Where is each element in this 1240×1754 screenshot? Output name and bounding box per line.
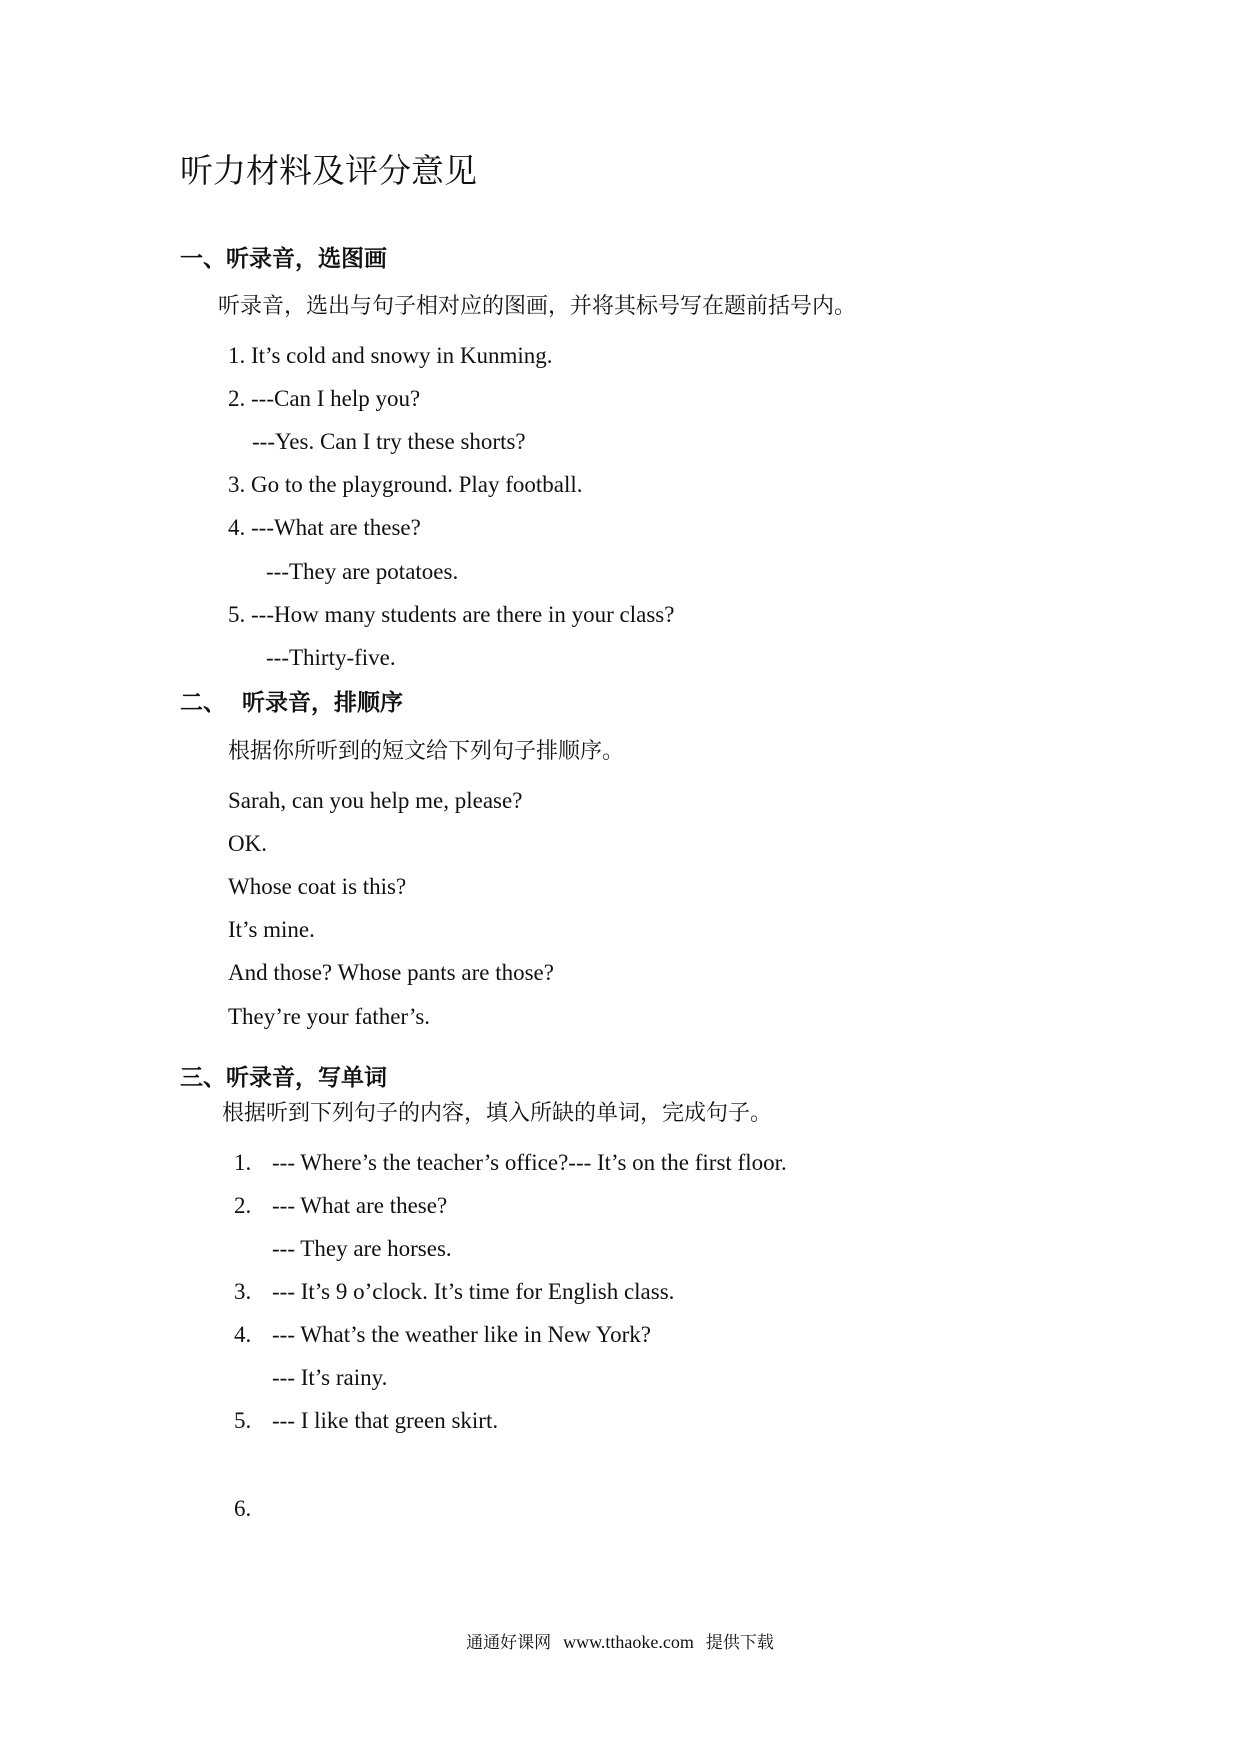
- section1-heading: 一、听录音，选图画: [180, 246, 387, 272]
- section2-line: Whose coat is this?: [228, 874, 407, 899]
- page-title: 听力材料及评分意见: [180, 151, 477, 190]
- footer-tagline: 提供下载: [705, 1633, 774, 1653]
- section3-item-number: 4.: [234, 1322, 252, 1347]
- section3-line: --- They are horses.: [272, 1236, 452, 1261]
- section3-item-number: 1.: [234, 1150, 252, 1175]
- section3-item-number: 6.: [234, 1496, 252, 1521]
- section1-item: 5. ---How many students are there in your class?: [228, 602, 675, 627]
- section1-item: ---They are potatoes.: [266, 559, 459, 584]
- section2-line: Sarah, can you help me, please?: [228, 788, 523, 813]
- section1-item: 1. It’s cold and snowy in Kunming.: [228, 343, 553, 368]
- section2-heading-number: 二、: [180, 690, 226, 716]
- section1-item: 4. ---What are these?: [228, 515, 421, 540]
- section3-line: --- What are these?: [272, 1193, 448, 1218]
- section3-item-number: 2.: [234, 1193, 252, 1218]
- section2-line: OK.: [228, 831, 267, 856]
- section2-line: It’s mine.: [228, 917, 315, 942]
- footer-site-name: 通通好课网: [466, 1633, 552, 1653]
- section3-item-number: 5.: [234, 1408, 252, 1433]
- section3-line: --- It’s 9 o’clock. It’s time for English class.: [272, 1279, 675, 1304]
- section1-item: ---Yes. Can I try these shorts?: [252, 429, 526, 454]
- section3-instruction: 根据听到下列句子的内容，填入所缺的单词，完成句子。: [222, 1101, 773, 1126]
- section2-heading: 听录音，排顺序: [242, 690, 403, 716]
- page-footer: [0, 1633, 1240, 1652]
- section1-item: 3. Go to the playground. Play football.: [228, 472, 583, 497]
- section3-line: --- It’s rainy.: [272, 1365, 388, 1390]
- section2-line: They’re your father’s.: [228, 1004, 431, 1029]
- section3-line: --- Where’s the teacher’s office?--- It’s on the first floor.: [272, 1150, 787, 1175]
- footer-url[interactable]: www.tthaoke.com: [563, 1632, 694, 1652]
- section3-item-number: 3.: [234, 1279, 252, 1304]
- section2-instruction: 根据你所听到的短文给下列句子排顺序。: [228, 739, 625, 764]
- section1-item: 2. ---Can I help you?: [228, 386, 421, 411]
- section3-line: --- What’s the weather like in New York?: [272, 1322, 651, 1347]
- section3-line: --- I like that green skirt.: [272, 1408, 499, 1433]
- section1-item: ---Thirty-five.: [266, 645, 396, 670]
- section1-instruction: 听录音，选出与句子相对应的图画，并将其标号写在题前括号内。: [218, 294, 857, 319]
- section3-heading: 三、听录音，写单词: [180, 1065, 387, 1091]
- section2-line: And those? Whose pants are those?: [228, 960, 554, 985]
